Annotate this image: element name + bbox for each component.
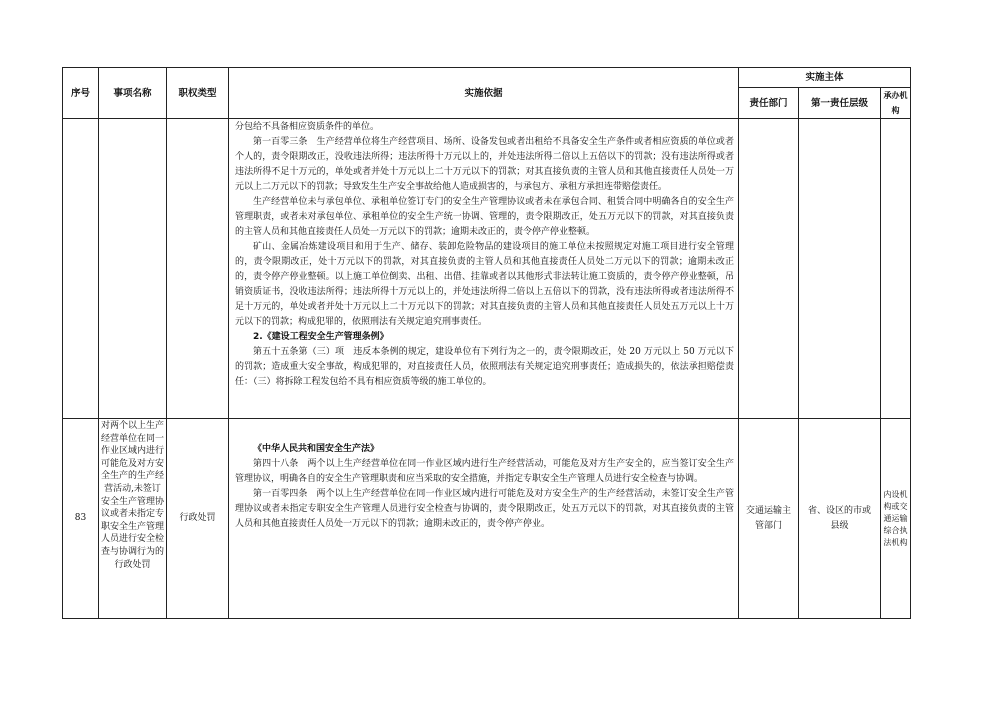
cell-power-type: 行政处罚 bbox=[167, 419, 229, 619]
header-power-type: 职权类型 bbox=[167, 68, 229, 119]
header-seq: 序号 bbox=[63, 68, 99, 119]
enforcement-table bbox=[62, 67, 911, 619]
cell-level-empty bbox=[799, 119, 881, 419]
cell-org: 内设机构或交通运输综合执法机构 bbox=[881, 419, 911, 619]
cell-power-empty bbox=[167, 119, 229, 419]
header-dept: 责任部门 bbox=[739, 88, 799, 119]
table-row bbox=[63, 119, 911, 419]
cell-seq: 83 bbox=[63, 419, 99, 619]
cell-dept-empty bbox=[739, 119, 799, 419]
cell-org-empty bbox=[881, 119, 911, 419]
basis-paragraph: 矿山、金属冶炼建设项目和用于生产、储存、装卸危险物品的建设项目的施工单位未按照规定对施工项目进行安全管理的，责令限期改正，处十万元以下的罚款，对其直接负责的主管人员和其他直接责任人员处二万元以下的罚款；逾期未改正的，责令停产停业整顿。以上施工单位倒卖、出租、出借、挂靠或者以其他形式非法转让施工资质的，责令停产停业整顿，吊销资质证书，没收违法所得；违法所得十万元以上的，并处违法所得二倍以上五倍以下的罚款，没有违法所得或者违法所得不足十万元的，单处或者并处十万元以上二十万元以下的罚款；对其直接负责的主管人员和其他直接责任人员处五万元以上十万元以下的罚款；构成犯罪的，依照刑法有关规定追究刑事责任。 bbox=[235, 242, 734, 327]
law-title: 2.《建设工程安全生产管理条例》 bbox=[253, 332, 389, 342]
cell-item-name: 对两个以上生产经营单位在同一作业区域内进行可能危及对方安全生产的生产经营活动,未签订安全生产管理协议或者未指定专职安全生产管理人员进行安全检查与协调行为的行政处罚 bbox=[99, 419, 167, 619]
header-item-name: 事项名称 bbox=[99, 68, 167, 119]
table-row bbox=[63, 419, 911, 619]
header-subject: 实施主体 bbox=[739, 68, 911, 88]
cell-level: 省、设区的市或县级 bbox=[799, 419, 881, 619]
basis-paragraph: 分包给不具备相应资质条件的单位。 bbox=[235, 122, 380, 132]
header-level: 第一责任层级 bbox=[799, 88, 881, 119]
header-basis: 实施依据 bbox=[229, 68, 739, 119]
basis-paragraph: 第四十八条 两个以上生产经营单位在同一作业区域内进行生产经营活动，可能危及对方生产安全的，应当签订安全生产管理协议，明确各自的安全生产管理职责和应当采取的安全措施，并指定专职安全生产管理人员进行安全检查与协调。 bbox=[235, 459, 734, 484]
cell-basis bbox=[229, 419, 739, 619]
header-org: 承办机构 bbox=[881, 88, 911, 119]
cell-item-empty bbox=[99, 119, 167, 419]
basis-paragraph: 第五十五条第（三）项 违反本条例的规定，建设单位有下列行为之一的，责令限期改正，处 20 万元以上 50 万元以下的罚款；造成重大安全事故，构成犯罪的，对直接责任人员，依照刑法有关规定追究刑事责任；造成损失的，依法承担赔偿责任：（三）将拆除工程发包给不具有相应资质等级的施工单位的。 bbox=[235, 347, 734, 387]
basis-paragraph: 第一百零三条 生产经营单位将生产经营项目、场所、设备发包或者出租给不具备安全生产条件或者相应资质的单位或者个人的，责令限期改正，没收违法所得；违法所得十万元以上的，并处违法所得二倍以上五倍以下的罚款；没有违法所得或者违法所得不足十万元的，单处或者并处十万元以上二十万元以下的罚款；对其直接负责的主管人员和其他直接责任人员处一万元以上二万元以下的罚款；导致发生生产安全事故给他人造成损害的，与承包方、承租方承担连带赔偿责任。 bbox=[235, 137, 734, 192]
cell-seq-empty bbox=[63, 119, 99, 419]
cell-basis-continued bbox=[229, 119, 739, 419]
basis-paragraph: 生产经营单位未与承包单位、承租单位签订专门的安全生产管理协议或者未在承包合同、租赁合同中明确各自的安全生产管理职责，或者未对承包单位、承租单位的安全生产统一协调、管理的，责令限期改正，处五万元以下的罚款，对其直接负责的主管人员和其他直接责任人员处一万元以下的罚款；逾期未改正的，责令停产停业整顿。 bbox=[235, 197, 734, 237]
cell-dept: 交通运输主管部门 bbox=[739, 419, 799, 619]
basis-paragraph: 第一百零四条 两个以上生产经营单位在同一作业区域内进行可能危及对方安全生产的生产经营活动，未签订安全生产管理协议或者未指定专职安全生产管理人员进行安全检查与协调的，责令限期改正，处五万元以下的罚款，对其直接负责的主管人员和其他直接责任人员处一万元以下的罚款；逾期未改正的，责令停产停业。 bbox=[235, 489, 734, 529]
law-title: 《中华人民共和国安全生产法》 bbox=[253, 444, 380, 454]
